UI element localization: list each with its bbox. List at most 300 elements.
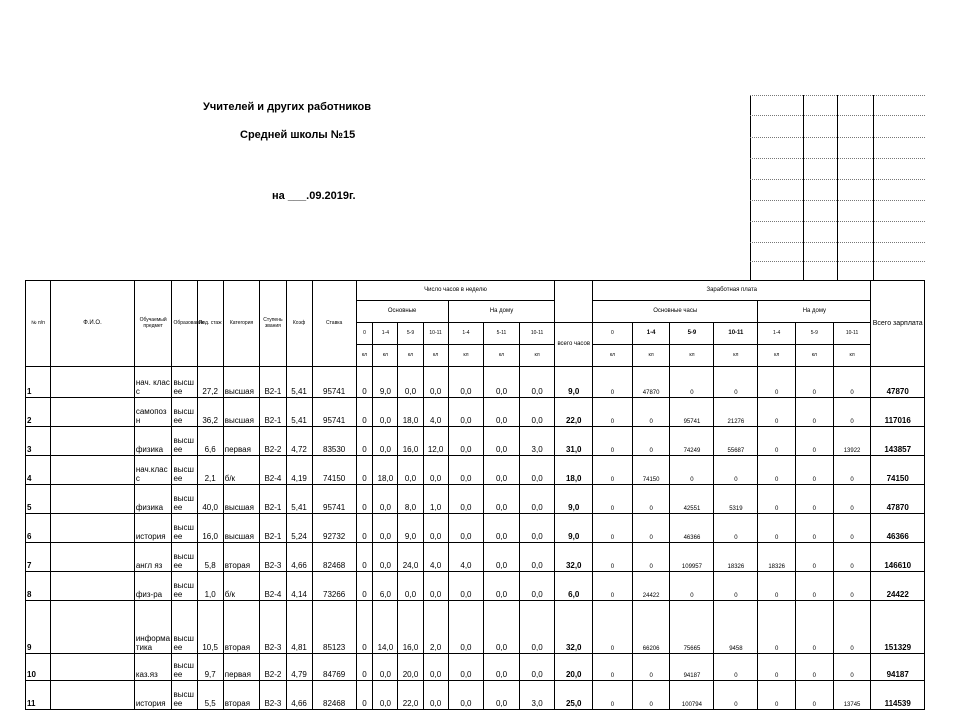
- table-row: [26, 427, 925, 456]
- salary-cell: 0: [593, 367, 633, 398]
- row-number: 11: [26, 681, 51, 710]
- unit-header: кл: [593, 345, 633, 367]
- hours-cell: 0,0: [448, 681, 484, 710]
- salary-cell: 66206: [632, 601, 670, 654]
- salary-cell: 0: [593, 514, 633, 543]
- hours-total-cell: 18,0: [555, 456, 593, 485]
- degree-cell: B2-4: [260, 572, 286, 601]
- experience-cell: 2,1: [197, 456, 223, 485]
- hours-cell: 0,0: [423, 654, 448, 681]
- education-cell: высшее: [172, 514, 197, 543]
- salary-cell: 0: [593, 681, 633, 710]
- education-cell: высшее: [172, 427, 197, 456]
- fio-cell: [51, 485, 135, 514]
- rate-cell: 82468: [312, 543, 356, 572]
- rate-cell: 73266: [312, 572, 356, 601]
- salary-cell: 0: [796, 601, 834, 654]
- salary-cell: 0: [833, 543, 871, 572]
- education-cell: высшее: [172, 398, 197, 427]
- subject-cell: нач. класс: [134, 367, 172, 398]
- salary-cell: 109957: [670, 543, 714, 572]
- salary-cell: 0: [833, 572, 871, 601]
- col-header-hours-group: Число часов в неделю: [356, 281, 555, 301]
- salary-cell: 0: [714, 367, 758, 398]
- unit-header: кл: [373, 345, 398, 367]
- hours-cell: 0: [356, 654, 373, 681]
- subject-cell: каз.яз: [134, 654, 172, 681]
- hours-cell: 0,0: [448, 514, 484, 543]
- salary-cell: 9458: [714, 601, 758, 654]
- salary-cell: 0: [796, 543, 834, 572]
- fio-cell: [51, 427, 135, 456]
- unit-header: кл: [398, 345, 423, 367]
- salary-cell: 0: [593, 456, 633, 485]
- salary-cell: 0: [632, 654, 670, 681]
- subject-cell: история: [134, 681, 172, 710]
- hours-cell: 0,0: [448, 601, 484, 654]
- hours-cell: 0,0: [448, 398, 484, 427]
- salary-total-cell: 46366: [871, 514, 925, 543]
- unit-header: кл: [423, 345, 448, 367]
- hours-cell: 0,0: [373, 427, 398, 456]
- unit-header: кл: [448, 345, 484, 367]
- salary-cell: 21276: [714, 398, 758, 427]
- salary-cell: 0: [593, 572, 633, 601]
- hours-cell: 18,0: [373, 456, 398, 485]
- salary-cell: 47870: [632, 367, 670, 398]
- salary-cell: 0: [758, 654, 796, 681]
- hours-cell: 0,0: [484, 456, 520, 485]
- category-cell: высшая: [223, 485, 260, 514]
- salary-cell: 0: [758, 456, 796, 485]
- grade-header: 1-4: [632, 323, 670, 345]
- hours-cell: 4,0: [423, 543, 448, 572]
- salary-cell: 0: [593, 654, 633, 681]
- fio-cell: [51, 654, 135, 681]
- salary-cell: 0: [833, 654, 871, 681]
- hours-cell: 0,0: [398, 572, 423, 601]
- rate-cell: 82468: [312, 681, 356, 710]
- coef-cell: 5,41: [286, 485, 312, 514]
- salary-cell: 0: [593, 485, 633, 514]
- rate-cell: 95741: [312, 398, 356, 427]
- salary-cell: 0: [833, 601, 871, 654]
- experience-cell: 5,8: [197, 543, 223, 572]
- salary-cell: 0: [796, 456, 834, 485]
- table-row: [26, 398, 925, 427]
- salary-cell: 0: [714, 681, 758, 710]
- experience-cell: 9,7: [197, 654, 223, 681]
- hours-cell: 0,0: [484, 485, 520, 514]
- rate-cell: 83530: [312, 427, 356, 456]
- col-header-hours-home: На дому: [448, 301, 555, 323]
- salary-cell: 0: [670, 367, 714, 398]
- hours-cell: 6,0: [373, 572, 398, 601]
- salary-cell: 0: [632, 398, 670, 427]
- hours-cell: 16,0: [398, 427, 423, 456]
- salary-cell: 74249: [670, 427, 714, 456]
- table-row: [26, 514, 925, 543]
- salary-cell: 0: [593, 543, 633, 572]
- hours-cell: 0: [356, 456, 373, 485]
- degree-cell: B2-3: [260, 543, 286, 572]
- hours-cell: 0: [356, 601, 373, 654]
- hours-cell: 0,0: [484, 427, 520, 456]
- salary-total-cell: 146610: [871, 543, 925, 572]
- salary-cell: 18326: [714, 543, 758, 572]
- row-number: 1: [26, 367, 51, 398]
- degree-cell: B2-2: [260, 427, 286, 456]
- salary-cell: 0: [758, 681, 796, 710]
- hours-cell: 18,0: [398, 398, 423, 427]
- coef-cell: 5,41: [286, 398, 312, 427]
- hours-total-cell: 31,0: [555, 427, 593, 456]
- salary-total-cell: 74150: [871, 456, 925, 485]
- col-header-hours-spacer: [555, 281, 593, 323]
- hours-cell: 0,0: [373, 654, 398, 681]
- hours-cell: 0: [356, 543, 373, 572]
- rate-cell: 74150: [312, 456, 356, 485]
- col-header-hours-total: всего часов: [555, 323, 593, 367]
- hours-cell: 0,0: [519, 367, 555, 398]
- coef-cell: 5,24: [286, 514, 312, 543]
- hours-cell: 4,0: [448, 543, 484, 572]
- unit-header: кл: [796, 345, 834, 367]
- hours-cell: 0,0: [373, 514, 398, 543]
- hours-cell: 9,0: [373, 367, 398, 398]
- hours-cell: 0,0: [448, 456, 484, 485]
- col-header-degree: Ступень звания: [260, 281, 286, 367]
- category-cell: высшая: [223, 514, 260, 543]
- grade-header: 1-4: [758, 323, 796, 345]
- education-cell: высшее: [172, 681, 197, 710]
- subject-cell: нач.класс: [134, 456, 172, 485]
- hours-cell: 0,0: [448, 485, 484, 514]
- hours-cell: 0,0: [423, 572, 448, 601]
- degree-cell: B2-2: [260, 654, 286, 681]
- salary-total-cell: 47870: [871, 485, 925, 514]
- hours-total-cell: 20,0: [555, 654, 593, 681]
- education-cell: высшее: [172, 601, 197, 654]
- coef-cell: 4,66: [286, 543, 312, 572]
- hours-cell: 0,0: [448, 367, 484, 398]
- salary-cell: 0: [758, 367, 796, 398]
- row-number: 8: [26, 572, 51, 601]
- salary-cell: 24422: [632, 572, 670, 601]
- experience-cell: 6,6: [197, 427, 223, 456]
- hours-cell: 2,0: [423, 601, 448, 654]
- table-row: [26, 601, 925, 654]
- fio-cell: [51, 456, 135, 485]
- hours-cell: 0: [356, 681, 373, 710]
- unit-header: кл: [484, 345, 520, 367]
- grade-header: 0: [356, 323, 373, 345]
- salary-cell: 94187: [670, 654, 714, 681]
- salary-cell: 0: [796, 514, 834, 543]
- hours-cell: 0: [356, 398, 373, 427]
- hours-cell: 0,0: [373, 681, 398, 710]
- fio-cell: [51, 367, 135, 398]
- category-cell: первая: [223, 427, 260, 456]
- salary-cell: 0: [758, 572, 796, 601]
- document-title: Учителей и других работников: [203, 101, 371, 113]
- hours-cell: 8,0: [398, 485, 423, 514]
- hours-cell: 22,0: [398, 681, 423, 710]
- salary-cell: 0: [833, 367, 871, 398]
- experience-cell: 1,0: [197, 572, 223, 601]
- hours-cell: 0,0: [423, 514, 448, 543]
- grade-header: 5-9: [670, 323, 714, 345]
- degree-cell: B2-1: [260, 485, 286, 514]
- fio-cell: [51, 514, 135, 543]
- staff-salary-table: [25, 280, 925, 710]
- salary-cell: 18326: [758, 543, 796, 572]
- hours-cell: 0,0: [373, 543, 398, 572]
- coef-cell: 4,79: [286, 654, 312, 681]
- salary-cell: 0: [632, 427, 670, 456]
- education-cell: высшее: [172, 572, 197, 601]
- coef-cell: 4,81: [286, 601, 312, 654]
- salary-cell: 0: [670, 572, 714, 601]
- salary-cell: 0: [593, 427, 633, 456]
- hours-cell: 0,0: [519, 572, 555, 601]
- salary-cell: 0: [632, 514, 670, 543]
- row-number: 5: [26, 485, 51, 514]
- category-cell: вторая: [223, 543, 260, 572]
- grade-header: 5-9: [796, 323, 834, 345]
- coef-cell: 5,41: [286, 367, 312, 398]
- hours-cell: 0,0: [484, 681, 520, 710]
- hours-cell: 0,0: [519, 654, 555, 681]
- table-row: [26, 654, 925, 681]
- col-header-subject: Обучаемый предмет: [134, 281, 172, 367]
- salary-total-cell: 117016: [871, 398, 925, 427]
- hours-total-cell: 9,0: [555, 485, 593, 514]
- salary-cell: 0: [796, 485, 834, 514]
- rate-cell: 95741: [312, 367, 356, 398]
- grade-header: 10-11: [833, 323, 871, 345]
- row-number: 7: [26, 543, 51, 572]
- hours-cell: 0,0: [484, 654, 520, 681]
- hours-total-cell: 22,0: [555, 398, 593, 427]
- row-number: 9: [26, 601, 51, 654]
- unit-header: кл: [714, 345, 758, 367]
- education-cell: высшее: [172, 485, 197, 514]
- subject-cell: физика: [134, 485, 172, 514]
- grade-header: 10-11: [519, 323, 555, 345]
- hours-total-cell: 25,0: [555, 681, 593, 710]
- fio-cell: [51, 398, 135, 427]
- col-header-salary-group: Заработная плата: [593, 281, 871, 301]
- category-cell: вторая: [223, 681, 260, 710]
- hours-cell: 0: [356, 514, 373, 543]
- salary-cell: 0: [758, 514, 796, 543]
- school-name: Средней школы №15: [240, 129, 356, 141]
- salary-cell: 74150: [632, 456, 670, 485]
- hours-cell: 0,0: [519, 485, 555, 514]
- education-cell: высшее: [172, 543, 197, 572]
- salary-cell: 0: [714, 456, 758, 485]
- unit-header: кл: [670, 345, 714, 367]
- salary-total-cell: 94187: [871, 654, 925, 681]
- row-number: 4: [26, 456, 51, 485]
- hours-cell: 0,0: [484, 514, 520, 543]
- salary-cell: 0: [632, 543, 670, 572]
- hours-cell: 0: [356, 427, 373, 456]
- salary-cell: 75665: [670, 601, 714, 654]
- rate-cell: 85123: [312, 601, 356, 654]
- degree-cell: B2-1: [260, 398, 286, 427]
- salary-cell: 0: [796, 427, 834, 456]
- row-number: 3: [26, 427, 51, 456]
- row-number: 10: [26, 654, 51, 681]
- salary-cell: 0: [714, 654, 758, 681]
- table-row: [26, 456, 925, 485]
- document-date: на ___.09.2019г.: [272, 190, 356, 202]
- category-cell: б/к: [223, 572, 260, 601]
- rate-cell: 92732: [312, 514, 356, 543]
- salary-cell: 0: [714, 572, 758, 601]
- coef-cell: 4,72: [286, 427, 312, 456]
- salary-cell: 13922: [833, 427, 871, 456]
- salary-cell: 0: [796, 654, 834, 681]
- unit-header: кл: [519, 345, 555, 367]
- col-header-rate: Ставка: [312, 281, 356, 367]
- col-header-salary-total: Всего зарплата: [871, 281, 925, 367]
- hours-cell: 0,0: [484, 398, 520, 427]
- salary-total-cell: 24422: [871, 572, 925, 601]
- subject-cell: физика: [134, 427, 172, 456]
- col-header-education: Образование: [172, 281, 197, 367]
- degree-cell: B2-3: [260, 601, 286, 654]
- hours-cell: 14,0: [373, 601, 398, 654]
- col-header-coef: Коэф: [286, 281, 312, 367]
- salary-cell: 0: [670, 456, 714, 485]
- hours-cell: 0,0: [423, 367, 448, 398]
- grade-header: 1-4: [448, 323, 484, 345]
- grade-header: 5-9: [398, 323, 423, 345]
- hours-cell: 0,0: [519, 398, 555, 427]
- grade-header: 5-11: [484, 323, 520, 345]
- hours-cell: 0: [356, 572, 373, 601]
- fio-cell: [51, 681, 135, 710]
- salary-cell: 0: [796, 367, 834, 398]
- experience-cell: 5,5: [197, 681, 223, 710]
- category-cell: вторая: [223, 601, 260, 654]
- hours-cell: 0,0: [519, 543, 555, 572]
- salary-total-cell: 151329: [871, 601, 925, 654]
- hours-cell: 24,0: [398, 543, 423, 572]
- hours-cell: 0,0: [398, 456, 423, 485]
- salary-cell: 0: [632, 485, 670, 514]
- col-header-fio: Ф.И.О.: [51, 281, 135, 367]
- salary-cell: 0: [833, 398, 871, 427]
- hours-cell: 0,0: [519, 514, 555, 543]
- salary-cell: 0: [758, 427, 796, 456]
- salary-cell: 0: [796, 572, 834, 601]
- hours-cell: 0,0: [423, 681, 448, 710]
- subject-cell: англ яз: [134, 543, 172, 572]
- salary-total-cell: 143857: [871, 427, 925, 456]
- hours-cell: 1,0: [423, 485, 448, 514]
- hours-cell: 0,0: [484, 367, 520, 398]
- hours-cell: 16,0: [398, 601, 423, 654]
- hours-total-cell: 9,0: [555, 367, 593, 398]
- salary-cell: 0: [796, 398, 834, 427]
- subject-cell: самопозн: [134, 398, 172, 427]
- fio-cell: [51, 543, 135, 572]
- salary-cell: 0: [758, 398, 796, 427]
- category-cell: первая: [223, 654, 260, 681]
- hours-cell: 3,0: [519, 681, 555, 710]
- row-number: 6: [26, 514, 51, 543]
- salary-cell: 100794: [670, 681, 714, 710]
- hours-cell: 0,0: [448, 654, 484, 681]
- col-header-num: № п/п: [26, 281, 51, 367]
- hours-total-cell: 32,0: [555, 543, 593, 572]
- col-header-salary-home: На дому: [758, 301, 871, 323]
- experience-cell: 10,5: [197, 601, 223, 654]
- degree-cell: B2-4: [260, 456, 286, 485]
- fio-cell: [51, 572, 135, 601]
- salary-total-cell: 114539: [871, 681, 925, 710]
- experience-cell: 16,0: [197, 514, 223, 543]
- hours-cell: 0,0: [448, 572, 484, 601]
- education-cell: высшее: [172, 367, 197, 398]
- salary-cell: 46366: [670, 514, 714, 543]
- hours-cell: 0,0: [484, 601, 520, 654]
- salary-cell: 0: [796, 681, 834, 710]
- grade-header: 10-11: [714, 323, 758, 345]
- table-row: [26, 485, 925, 514]
- salary-cell: 0: [833, 514, 871, 543]
- degree-cell: B2-1: [260, 514, 286, 543]
- salary-cell: 95741: [670, 398, 714, 427]
- salary-cell: 0: [593, 601, 633, 654]
- experience-cell: 27,2: [197, 367, 223, 398]
- grade-header: 0: [593, 323, 633, 345]
- experience-cell: 36,2: [197, 398, 223, 427]
- hours-cell: 4,0: [423, 398, 448, 427]
- hours-cell: 0,0: [423, 456, 448, 485]
- hours-cell: 0,0: [484, 543, 520, 572]
- subject-cell: информатика: [134, 601, 172, 654]
- col-header-category: Категория: [223, 281, 260, 367]
- hours-total-cell: 9,0: [555, 514, 593, 543]
- side-empty-grid: [750, 95, 925, 280]
- salary-cell: 0: [833, 456, 871, 485]
- salary-cell: 13745: [833, 681, 871, 710]
- salary-cell: 0: [632, 681, 670, 710]
- grade-header: 1-4: [373, 323, 398, 345]
- salary-cell: 42551: [670, 485, 714, 514]
- salary-cell: 0: [833, 485, 871, 514]
- grade-header: 10-11: [423, 323, 448, 345]
- hours-cell: 20,0: [398, 654, 423, 681]
- education-cell: высшее: [172, 456, 197, 485]
- hours-total-cell: 6,0: [555, 572, 593, 601]
- hours-cell: 9,0: [398, 514, 423, 543]
- hours-cell: 0,0: [373, 398, 398, 427]
- salary-cell: 0: [714, 514, 758, 543]
- row-number: 2: [26, 398, 51, 427]
- degree-cell: B2-3: [260, 681, 286, 710]
- subject-cell: физ-ра: [134, 572, 172, 601]
- coef-cell: 4,19: [286, 456, 312, 485]
- category-cell: высшая: [223, 398, 260, 427]
- fio-cell: [51, 601, 135, 654]
- hours-cell: 0: [356, 485, 373, 514]
